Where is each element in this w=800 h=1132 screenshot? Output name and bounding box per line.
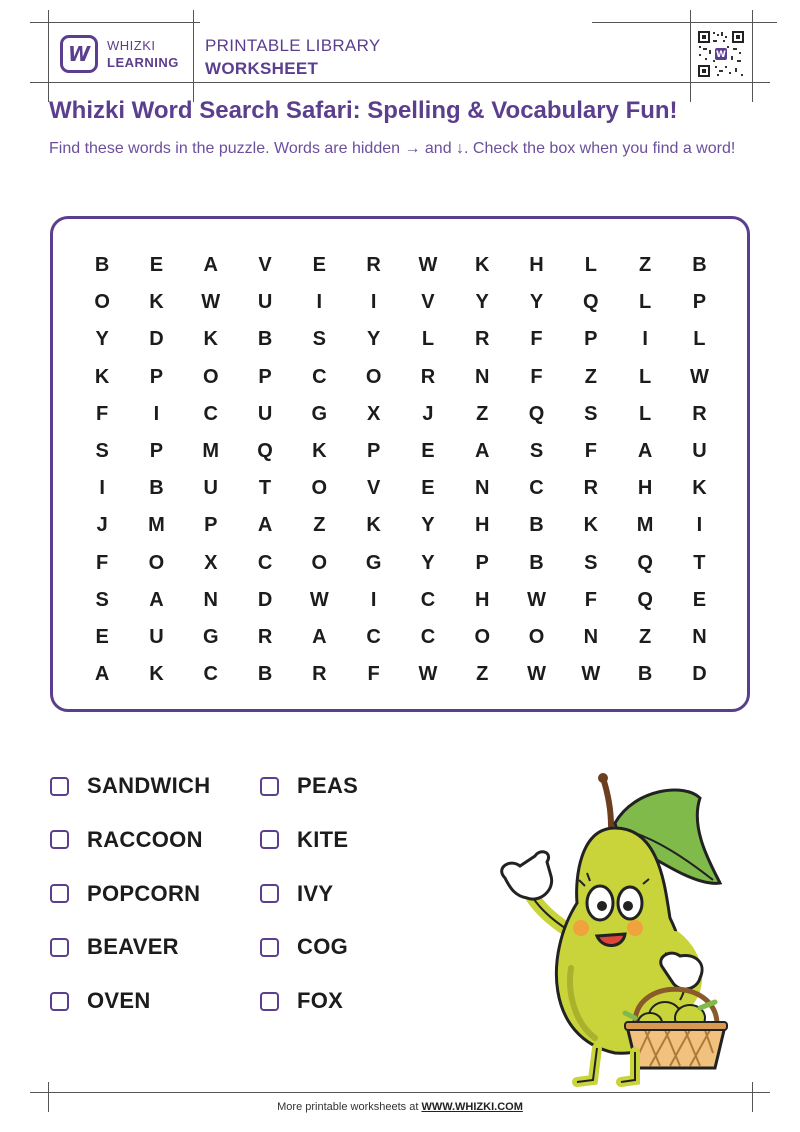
grid-cell: O: [528, 625, 545, 648]
grid-cell: C: [420, 588, 436, 611]
grid-cell: V: [366, 477, 381, 500]
grid-cell: A: [149, 588, 164, 611]
word-label: FOX: [297, 988, 344, 1014]
word-checkbox[interactable]: [50, 992, 69, 1011]
grid-cell: U: [149, 625, 164, 648]
grid-cell: O: [202, 365, 219, 388]
word-checkbox[interactable]: [50, 938, 69, 957]
word-checkbox[interactable]: [50, 777, 69, 796]
grid-cell: Z: [639, 625, 652, 648]
grid-cell: A: [94, 663, 110, 686]
grid-cell: A: [312, 625, 327, 648]
grid-cell: J: [96, 514, 108, 537]
grid-cell: F: [530, 328, 543, 351]
footer: [0, 1101, 800, 1113]
library-line1: PRINTABLE LIBRARY: [205, 36, 381, 55]
grid-cell: P: [475, 551, 489, 574]
grid-cell: E: [421, 477, 435, 500]
grid-cell: E: [421, 440, 435, 463]
grid-cell: M: [636, 514, 654, 537]
grid-cell: F: [584, 588, 597, 611]
whizki-logo: [60, 35, 98, 73]
grid-cell: E: [312, 254, 326, 277]
grid-cell: I: [370, 291, 377, 314]
grid-cell: K: [203, 328, 218, 351]
grid-cell: L: [639, 402, 652, 425]
grid-cell: R: [420, 365, 436, 388]
grid-cell: P: [149, 365, 164, 388]
grid-cell: N: [203, 588, 218, 611]
logo-letter: W: [67, 42, 91, 66]
grid-cell: W: [581, 663, 601, 686]
grid-cell: O: [94, 291, 110, 314]
header-left-rule: [48, 10, 49, 102]
page-title: Whizki Word Search Safari: Spelling & Vocabulary Fun!: [49, 97, 678, 124]
word-search-grid: [75, 247, 727, 693]
grid-cell: Y: [95, 328, 109, 351]
grid-cell: L: [639, 365, 652, 388]
grid-cell: O: [311, 477, 328, 500]
grid-cell: I: [153, 402, 160, 425]
grid-cell: F: [96, 402, 109, 425]
brand-line2: LEARNING: [107, 55, 179, 70]
top-rule-left: [30, 22, 200, 23]
grid-cell: C: [203, 663, 218, 686]
word-label: PEAS: [297, 773, 359, 798]
word-list-item: [50, 881, 200, 907]
header-far-right-rule: [752, 10, 753, 102]
grid-cell: W: [418, 663, 438, 686]
footer-link[interactable]: WWW.WHIZKI.COM: [421, 1101, 523, 1113]
grid-cell: K: [475, 254, 490, 277]
grid-cell: O: [365, 365, 382, 388]
grid-cell: R: [312, 663, 327, 686]
grid-cell: Z: [639, 254, 652, 277]
grid-cell: U: [692, 440, 707, 463]
grid-cell: H: [637, 477, 653, 500]
grid-cell: H: [529, 254, 544, 277]
grid-cell: N: [692, 625, 707, 648]
grid-cell: A: [257, 514, 273, 537]
grid-cell: N: [475, 365, 490, 388]
grid-cell: G: [202, 625, 219, 648]
word-checkbox[interactable]: [50, 884, 69, 903]
word-list-item: [260, 988, 343, 1014]
grid-cell: F: [96, 551, 109, 574]
grid-cell: N: [583, 625, 599, 648]
grid-cell: F: [530, 365, 543, 388]
word-list-item: [50, 988, 151, 1014]
grid-cell: Y: [475, 291, 489, 314]
grid-cell: E: [95, 625, 109, 648]
grid-cell: W: [418, 254, 438, 277]
grid-cell: C: [366, 625, 381, 648]
grid-cell: W: [689, 365, 709, 388]
grid-cell: B: [637, 663, 653, 686]
grid-cell: P: [692, 291, 707, 314]
word-checkbox[interactable]: [260, 830, 279, 849]
grid-cell: G: [365, 551, 382, 574]
grid-cell: E: [692, 588, 707, 611]
grid-cell: I: [316, 291, 323, 314]
grid-cell: Q: [637, 551, 653, 574]
grid-cell: L: [639, 291, 652, 314]
word-list-item: [50, 773, 210, 799]
word-checkbox[interactable]: [50, 830, 69, 849]
word-label: COG: [297, 934, 349, 960]
grid-cell: B: [257, 328, 273, 351]
grid-cell: A: [203, 254, 218, 277]
grid-cell: K: [94, 365, 110, 388]
grid-cell: Q: [637, 588, 653, 611]
brand-line1: WHIZKI: [107, 38, 156, 53]
grid-cell: P: [584, 328, 598, 351]
grid-cell: I: [642, 328, 648, 351]
pear-mascot-illustration: [485, 768, 745, 1088]
grid-cell: Y: [529, 291, 544, 314]
grid-cell: A: [637, 440, 653, 463]
grid-cell: Z: [476, 402, 489, 425]
grid-cell: Z: [476, 663, 489, 686]
grid-cell: P: [366, 440, 381, 463]
grid-cell: M: [148, 514, 165, 537]
grid-cell: H: [475, 514, 490, 537]
grid-cell: Z: [584, 365, 597, 388]
grid-cell: Y: [421, 514, 435, 537]
word-list-item: [260, 881, 333, 907]
grid-cell: C: [420, 625, 436, 648]
word-label: RACCOON: [87, 826, 203, 852]
word-checkbox[interactable]: [260, 777, 279, 796]
grid-cell: O: [148, 551, 165, 574]
grid-cell: W: [309, 588, 329, 611]
grid-cell: K: [692, 477, 707, 500]
grid-cell: N: [475, 477, 490, 500]
grid-cell: T: [258, 477, 272, 500]
grid-cell: O: [474, 625, 490, 648]
word-checkbox[interactable]: [260, 938, 279, 957]
grid-cell: Q: [583, 291, 599, 314]
footer-rule: [30, 1092, 770, 1093]
grid-cell: F: [367, 663, 380, 686]
grid-cell: C: [257, 551, 273, 574]
footer-text: More printable worksheets at: [277, 1101, 422, 1113]
grid-cell: J: [422, 402, 434, 425]
grid-cell: L: [584, 254, 597, 277]
word-label: KITE: [297, 826, 349, 852]
grid-cell: Q: [528, 402, 545, 425]
grid-cell: V: [421, 291, 435, 314]
grid-cell: S: [312, 328, 326, 351]
grid-cell: Q: [257, 440, 273, 463]
word-label: OVEN: [87, 988, 151, 1014]
grid-cell: K: [149, 291, 164, 314]
grid-cell: D: [257, 588, 273, 611]
grid-cell: U: [257, 291, 273, 314]
grid-cell: D: [149, 328, 164, 351]
grid-cell: K: [583, 514, 599, 537]
word-list-item: [260, 827, 348, 853]
word-checkbox[interactable]: [260, 884, 279, 903]
word-list-item: [50, 934, 179, 960]
word-list-item: [50, 827, 203, 853]
grid-cell: F: [584, 440, 597, 463]
grid-cell: I: [99, 477, 105, 500]
grid-cell: S: [584, 551, 598, 574]
qr-code-icon: [697, 30, 745, 78]
grid-cell: B: [692, 254, 707, 277]
word-label: POPCORN: [87, 880, 201, 906]
grid-cell: E: [149, 254, 164, 277]
grid-cell: W: [201, 291, 221, 314]
top-rule-right: [592, 22, 777, 23]
grid-cell: B: [257, 663, 273, 686]
word-label: IVY: [297, 880, 334, 906]
grid-cell: K: [366, 514, 381, 537]
grid-cell: S: [95, 440, 109, 463]
grid-cell: B: [529, 551, 544, 574]
grid-cell: P: [258, 365, 272, 388]
grid-cell: S: [95, 588, 109, 611]
grid-cell: Y: [366, 328, 381, 351]
grid-cell: K: [149, 663, 164, 686]
grid-cell: W: [527, 588, 546, 611]
grid-cell: C: [529, 477, 544, 500]
grid-cell: O: [311, 551, 328, 574]
header-mid-rule: [193, 10, 194, 102]
grid-cell: R: [366, 254, 381, 277]
grid-cell: R: [475, 328, 490, 351]
library-line2: WORKSHEET: [205, 59, 319, 78]
grid-cell: X: [204, 551, 218, 574]
header-bottom-rule: [30, 82, 770, 83]
grid-cell: P: [204, 514, 218, 537]
grid-cell: D: [692, 663, 707, 686]
grid-cell: S: [529, 440, 544, 463]
grid-cell: G: [311, 402, 328, 425]
instructions: Find these words in the puzzle. Words are hidden → and ↓. Check the box when you find a word!: [49, 140, 736, 157]
grid-cell: U: [203, 477, 218, 500]
grid-cell: A: [475, 440, 490, 463]
grid-cell: L: [421, 328, 435, 351]
grid-cell: B: [529, 514, 544, 537]
grid-cell: S: [584, 402, 598, 425]
grid-cell: B: [94, 254, 110, 277]
grid-cell: K: [312, 440, 327, 463]
grid-cell: L: [693, 328, 706, 351]
word-list-item: [260, 773, 358, 799]
grid-cell: X: [366, 402, 381, 425]
header-right-rule: [690, 10, 691, 102]
grid-cell: B: [149, 477, 164, 500]
grid-cell: H: [475, 588, 490, 611]
grid-cell: C: [312, 365, 327, 388]
grid-cell: M: [202, 440, 220, 463]
grid-cell: Y: [421, 551, 435, 574]
grid-cell: R: [692, 402, 707, 425]
grid-cell: R: [583, 477, 599, 500]
word-checkbox[interactable]: [260, 992, 279, 1011]
grid-cell: R: [257, 625, 273, 648]
grid-cell: W: [527, 663, 546, 686]
svg-text:W: W: [716, 50, 726, 60]
brand-name: [107, 37, 179, 71]
grid-cell: P: [149, 440, 164, 463]
grid-cell: C: [203, 402, 218, 425]
grid-cell: I: [370, 588, 377, 611]
word-list-item: [260, 934, 348, 960]
library-label: [205, 34, 380, 80]
grid-cell: T: [693, 551, 706, 574]
grid-cell: I: [696, 514, 703, 537]
grid-cell: Z: [313, 514, 326, 537]
grid-cell: U: [257, 402, 273, 425]
grid-cell: V: [258, 254, 272, 277]
word-label: SANDWICH: [87, 773, 211, 798]
word-label: BEAVER: [87, 934, 179, 960]
